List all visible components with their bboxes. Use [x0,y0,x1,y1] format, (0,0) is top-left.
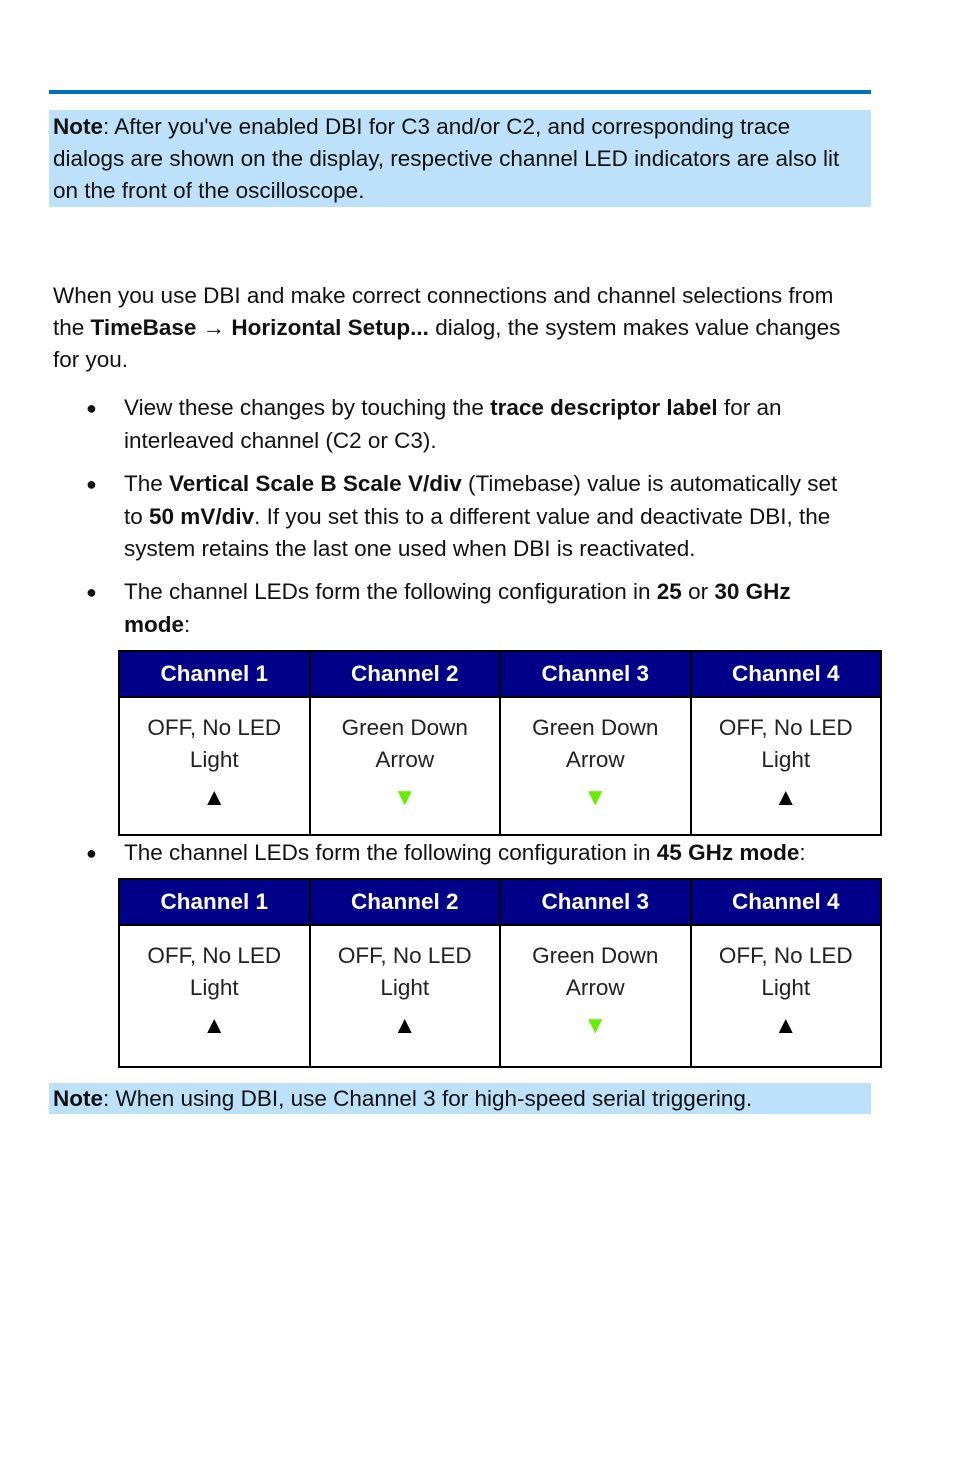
header-channel-2: Channel 2 [310,879,501,925]
intro-paragraph [53,280,868,376]
note-label: Note [53,1086,103,1111]
black-up-arrow-icon: ▲ [392,1012,417,1039]
bullet-item-4 [86,837,854,870]
cell-line-2: Light [761,747,811,772]
led-table-25-30ghz [118,650,882,836]
bullet-bold: 45 GHz mode [656,840,800,865]
bullet-bold: 50 mV/div [149,503,255,529]
green-down-arrow-icon: ▼ [583,784,608,811]
header-channel-1: Channel 1 [119,879,310,925]
intro-text-2: dialog, the system makes value changes for you. [53,315,841,372]
bullet-bold: Vertical Scale B Scale V/div [169,471,462,496]
cell-line-2: Light [189,747,239,772]
cell-line-2: Arrow [565,975,625,1000]
cell-line-1: Green Down [341,715,468,740]
bullet-icon: ● [86,398,97,418]
black-up-arrow-icon: ▲ [773,784,798,811]
cell-line-2: Light [761,975,811,1000]
cell-line-1: OFF, No LED [337,943,472,968]
table-header-row [119,879,881,925]
bullet-bold: trace descriptor label [490,395,718,420]
led-table-45ghz [118,878,882,1068]
cell-channel-4 [691,697,882,835]
cell-channel-3 [500,925,691,1067]
cell-channel-2 [310,925,501,1067]
header-channel-4: Channel 4 [691,651,882,697]
header-channel-2: Channel 2 [310,651,501,697]
cell-line-2: Light [380,975,430,1000]
bullet-text: The [124,471,170,496]
green-down-arrow-icon: ▼ [583,1012,608,1039]
note-label: Note [53,114,103,139]
intro-text-1: When you use DBI and make correct connections and channel selections from the [53,283,834,340]
cell-line-1: Green Down [532,943,659,968]
bullet-icon: ● [86,582,97,602]
bullet-item-1 [86,392,854,457]
header-channel-3: Channel 3 [500,879,691,925]
bullet-icon: ● [86,843,97,863]
bullet-text: : [799,840,806,865]
bullet-text: for an interleaved channel (C2 or C3). [124,395,782,453]
cell-channel-4 [691,925,882,1067]
top-rule [49,90,871,94]
bullet-text: or [681,579,715,604]
header-channel-3: Channel 3 [500,651,691,697]
bullet-text: (Timebase) value is automatically set to [124,471,838,529]
bullet-icon: ● [86,474,97,494]
black-up-arrow-icon: ▲ [202,784,227,811]
bullet-bold: 30 GHz mode [124,579,791,637]
cell-channel-1 [119,697,310,835]
bullet-item-3 [86,576,854,641]
bullet-bold: 25 [656,579,682,604]
bullet-text: : [184,611,191,637]
cell-line-2: Light [189,975,239,1000]
green-down-arrow-icon: ▼ [392,784,417,811]
note-text: : When using DBI, use Channel 3 for high-speed serial triggering. [103,1086,753,1111]
bullet-text: The channel LEDs form the following configuration in [124,840,657,865]
bullet-item-2 [86,468,854,566]
black-up-arrow-icon: ▲ [773,1012,798,1039]
black-up-arrow-icon: ▲ [202,1012,227,1039]
bullet-text: . If you set this to a different value and deactivate DBI, the system retains the last one used when DBI is reactivated. [124,503,831,561]
note-box-top [49,110,871,207]
table-row [119,925,881,1067]
bullet-text: The channel LEDs form the following configuration in [124,579,657,604]
cell-channel-1 [119,925,310,1067]
cell-line-1: OFF, No LED [718,943,853,968]
intro-menu-path: TimeBase → Horizontal Setup... [90,315,429,340]
table-header-row [119,651,881,697]
header-channel-1: Channel 1 [119,651,310,697]
cell-line-1: OFF, No LED [718,715,853,740]
cell-line-2: Arrow [565,747,625,772]
cell-line-1: OFF, No LED [147,715,282,740]
cell-line-1: OFF, No LED [147,943,282,968]
cell-channel-2 [310,697,501,835]
cell-line-2: Arrow [375,747,435,772]
header-channel-4: Channel 4 [691,879,882,925]
bullet-text: View these changes by touching the [124,395,491,420]
cell-line-1: Green Down [532,715,659,740]
table-row [119,697,881,835]
cell-channel-3 [500,697,691,835]
note-box-bottom [49,1083,871,1114]
note-text: : After you've enabled DBI for C3 and/or C2, and corresponding trace dialogs are shown on the display, respective channel LED indicators are also lit on the front of the oscilloscope. [53,114,840,203]
